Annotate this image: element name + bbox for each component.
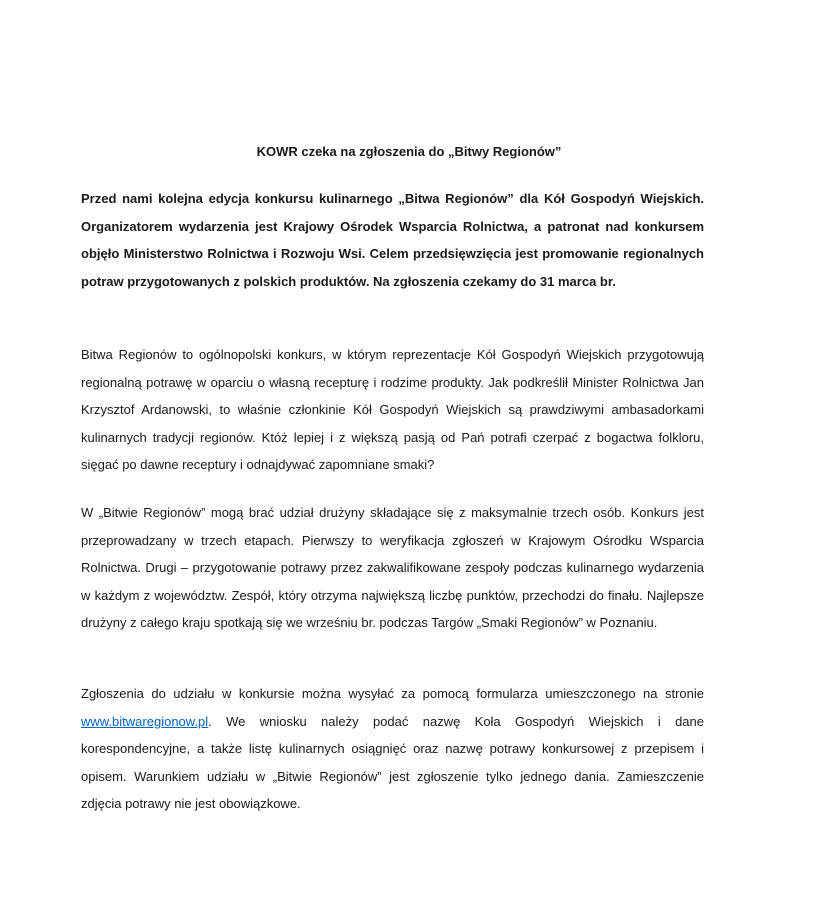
body-paragraph-1: Bitwa Regionów to ogólnopolski konkurs, w którym reprezentacje Kół Gospodyń Wiejskich przygotowują regionalną potrawę w oparciu o własną recepturę i rodzime produkty. Jak podkreślił Minister Rolnictwa Jan Krzysztof Ardanowski, to właśnie członkinie Kół Gospodyń Wiejskich są prawdziwymi ambasadorkami kulinarnych tradycji regionów. Któż lepiej i z większą pasją od Pań potrafi czerpać z bogactwa folkloru, sięgać po dawne receptury i odnajdywać zapomniane smaki? <box>81 347 704 472</box>
paragraph-3-text-before-link: Zgłoszenia do udziału w konkursie można wysyłać za pomocą formularza umieszczonego na stronie <box>81 686 704 701</box>
document-title: KOWR czeka na zgłoszenia do „Bitwy Regionów” <box>256 144 562 159</box>
body-paragraph-2: W „Bitwie Regionów” mogą brać udział drużyny składające się z maksymalnie trzech osób. Konkurs jest przeprowadzany w trzech etapach. Pierwszy to weryfikacja zgłoszeń w Krajowym Ośrodku Wsparcia Rolnictwa. Drugi – przygotowanie potrawy przez zakwalifikowane zespoły podczas kulinarnego wydarzenia w każdym z województw. Zespół, który otrzyma największą liczbę punktów, przechodzi do finału. Najlepsze drużyny z całego kraju spotkają się we wrześniu br. podczas Targów „Smaki Regionów” w Poznaniu. <box>81 505 704 630</box>
body-paragraph-3 <box>81 680 704 818</box>
website-link[interactable]: www.bitwaregionow.pl <box>81 713 209 729</box>
lead-paragraph: Przed nami kolejna edycja konkursu kulinarnego „Bitwa Regionów” dla Kół Gospodyń Wiejskich. Organizatorem wydarzenia jest Krajowy Ośrodek Wsparcia Rolnictwa, a patronat nad konkursem objęło Ministerstwo Rolnictwa i Rozwoju Wsi. Celem przedsięwzięcia jest promowanie regionalnych potraw przygotowanych z polskich produktów. Na zgłoszenia czekamy do 31 marca br. <box>81 191 704 289</box>
paragraph-3-text-after-link: . We wniosku należy podać nazwę Koła Gospodyń Wiejskich i dane korespondencyjne, a także listę kulinarnych osiągnięć oraz nazwę potrawy konkursowej z przepisem i opisem. Warunkiem udziału w „Bitwie Regionów” jest zgłoszenie tylko jednego dania. Zamieszczenie zdjęcia potrawy nie jest obowiązkowe. <box>81 713 704 811</box>
